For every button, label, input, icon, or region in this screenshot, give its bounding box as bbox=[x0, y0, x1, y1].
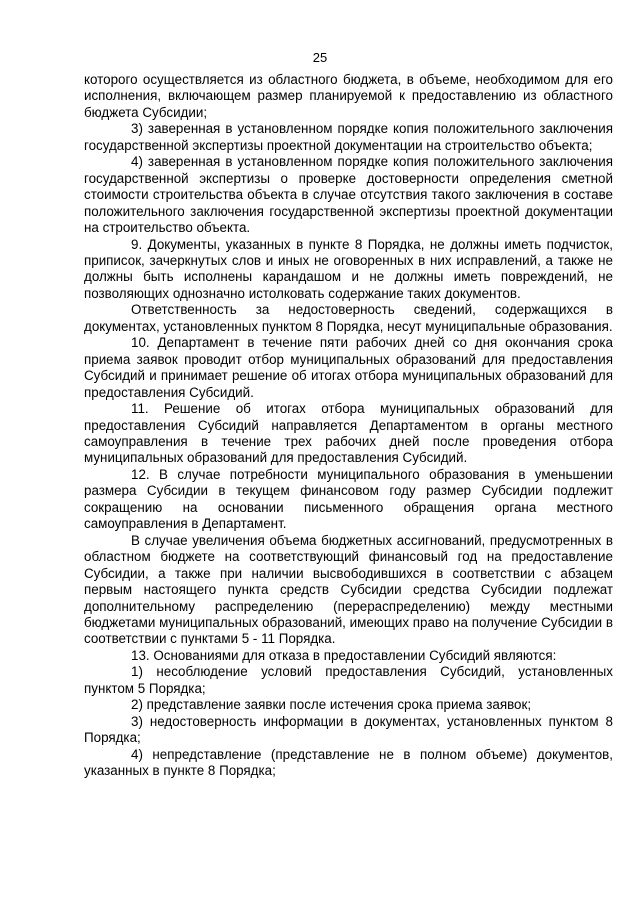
document-body bbox=[84, 72, 613, 779]
paragraph-clause-9: 9. Документы, указанных в пункте 8 Порядка, не должны иметь подчисток, приписок, зачеркнутых слов и иных не оговоренных в них исправлений, а также не должны быть исполнены карандашом и не должны иметь повреждений, не позволяющих однозначно истолковать содержание таких документов. bbox=[84, 236, 613, 301]
paragraph-clause-10: 10. Департамент в течение пяти рабочих дней со дня окончания срока приема заявок проводит отбор муниципальных образований для предоставления Субсидий и принимает решение об итогах отбора муниципальных образований для предоставления Субсидий. bbox=[84, 335, 613, 400]
paragraph-responsibility: Ответственность за недостоверность сведений, содержащихся в документах, установленных пунктом 8 Порядка, несут муниципальные образования. bbox=[84, 302, 613, 334]
paragraph-clause-12: 12. В случае потребности муниципального образования в уменьшении размера Субсидии в текущем финансовом году размер Субсидии подлежит сокращению на основании письменного обращения органа местного самоуправления в Департамент. bbox=[84, 466, 613, 532]
paragraph-refusal-3: 3) недостоверность информации в документах, установленных пунктом 8 Порядка; bbox=[84, 713, 613, 746]
page-number: 25 bbox=[312, 50, 328, 65]
paragraph-budget-increase: В случае увеличения объема бюджетных ассигнований, предусмотренных в областном бюджете на соответствующий финансовый год на предоставление Субсидии, а также при наличии высвободившихся в соответствии с абзацем первым настоящего пункта средств Субсидии средства Субсидии подлежат дополнительному распределению (перераспределению) между местными бюджетами муниципальных образований, имеющих право на получение Субсидии в соответствии с пунктами 5 - 11 Порядка. bbox=[84, 532, 613, 647]
paragraph-continuation: которого осуществляется из областного бюджета, в объеме, необходимом для его исполнения, включающем размер планируемой к предоставлению из областного бюджета Субсидии; bbox=[84, 72, 613, 120]
paragraph-item-4: 4) заверенная в установленном порядке копия положительного заключения государственной экспертизы о проверке достоверности определения сметной стоимости строительства объекта в случае отсутствия такого заключения в составе положительного заключения государственной экспертизы проектной документации на строительство объекта. bbox=[84, 154, 613, 236]
paragraph-clause-11: 11. Решение об итогах отбора муниципальных образований для предоставления Субсидий направляется Департаментом в органы местного самоуправления в течение трех рабочих дней после проведения отбора муниципальных образований для предоставления Субсидий. bbox=[84, 401, 613, 466]
paragraph-clause-13: 13. Основаниями для отказа в предоставлении Субсидий являются: bbox=[131, 647, 557, 663]
paragraph-refusal-4: 4) непредставление (представление не в полном объеме) документов, указанных в пункте 8 Порядка; bbox=[84, 746, 613, 779]
paragraph-item-3: 3) заверенная в установленном порядке копия положительного заключения государственной экспертизы проектной документации на строительство объекта; bbox=[84, 121, 613, 153]
paragraph-refusal-2: 2) представление заявки после истечения срока приема заявок; bbox=[131, 697, 532, 713]
paragraph-refusal-1: 1) несоблюдение условий предоставления Субсидий, установленных пунктом 5 Порядка; bbox=[84, 664, 613, 696]
